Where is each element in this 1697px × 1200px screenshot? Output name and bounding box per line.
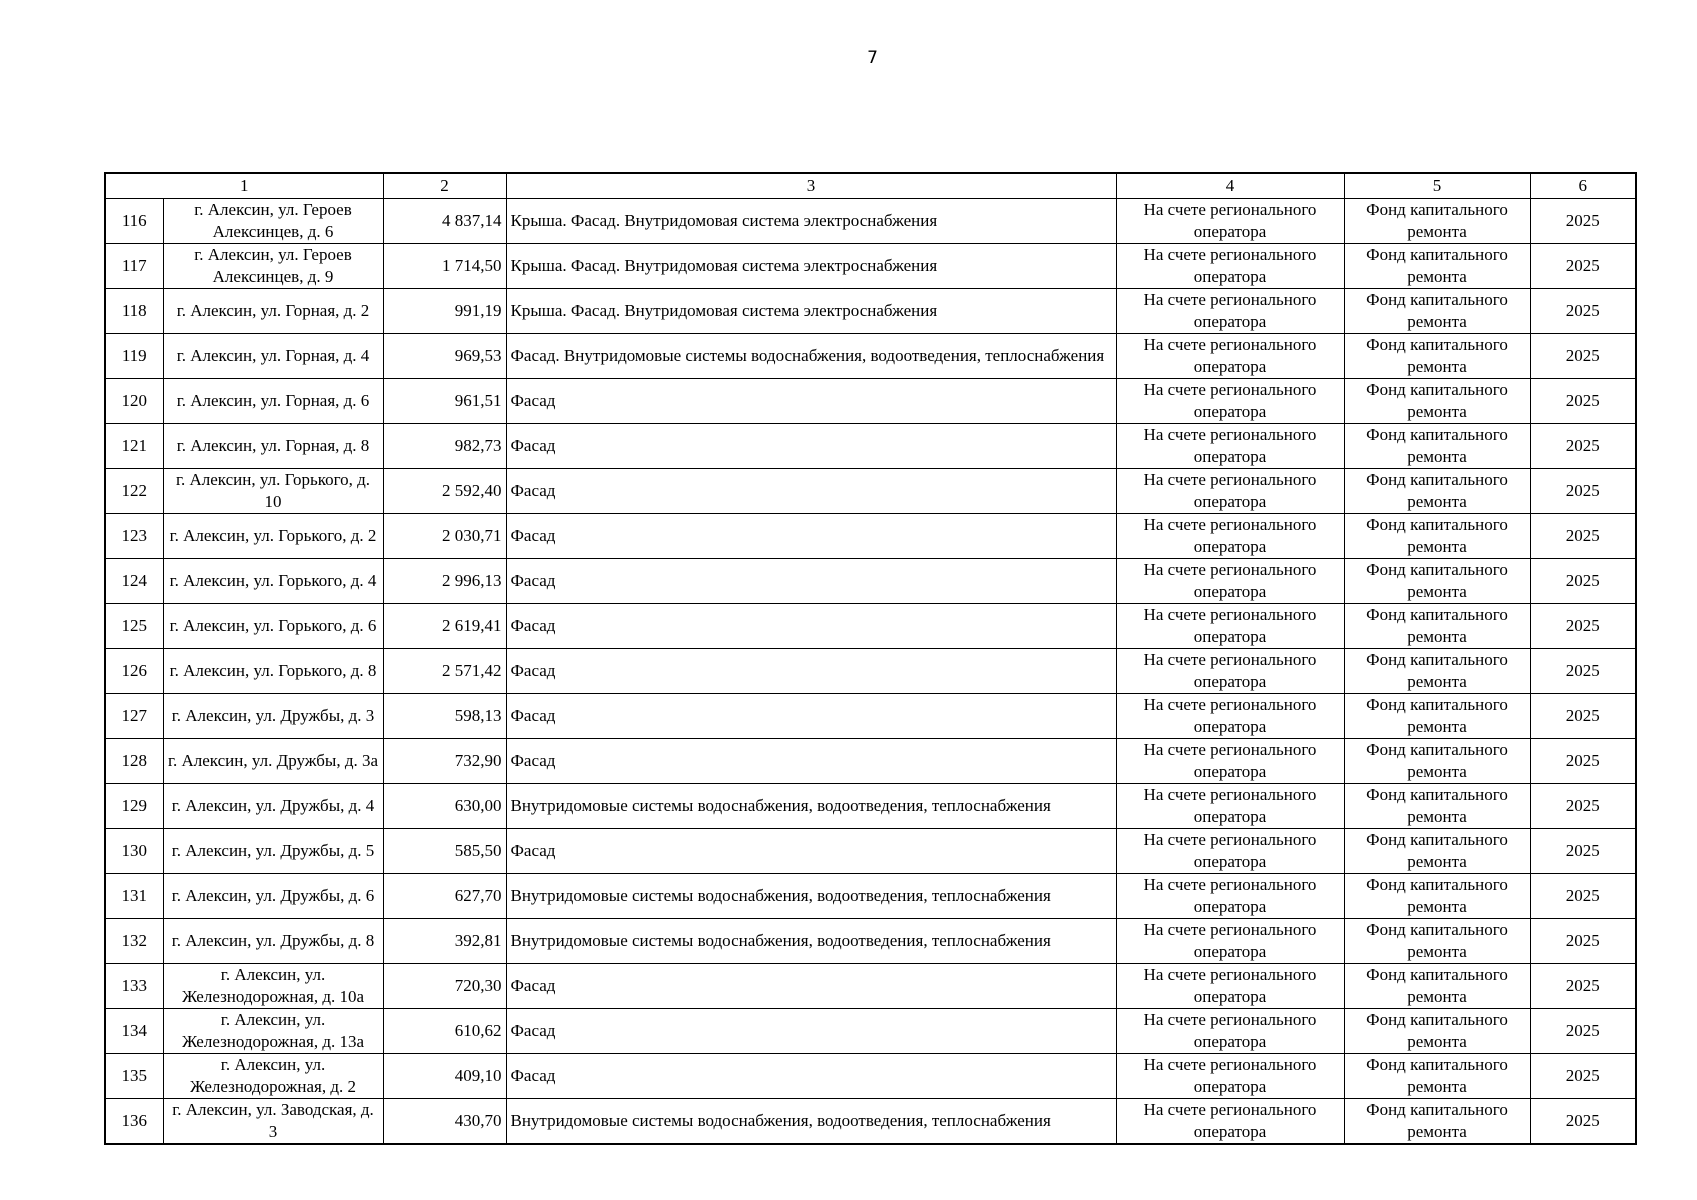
year-cell: 2025 — [1530, 514, 1636, 559]
row-number: 128 — [105, 739, 163, 784]
row-number: 120 — [105, 379, 163, 424]
address-cell: г. Алексин, ул. Заводская, д. 3 — [163, 1099, 383, 1145]
year-cell: 2025 — [1530, 919, 1636, 964]
area-cell: 409,10 — [383, 1054, 506, 1099]
header-col-6: 6 — [1530, 173, 1636, 199]
fund-method-cell: На счете регионального оператора — [1116, 559, 1344, 604]
area-cell: 2 571,42 — [383, 649, 506, 694]
address-cell: г. Алексин, ул. Дружбы, д. 4 — [163, 784, 383, 829]
fund-method-cell: На счете регионального оператора — [1116, 244, 1344, 289]
table-row — [105, 289, 1636, 334]
works-cell: Фасад — [506, 379, 1116, 424]
year-cell: 2025 — [1530, 739, 1636, 784]
fund-method-cell: На счете регионального оператора — [1116, 784, 1344, 829]
area-cell: 982,73 — [383, 424, 506, 469]
area-cell: 2 592,40 — [383, 469, 506, 514]
row-number: 136 — [105, 1099, 163, 1145]
fund-method-cell: На счете регионального оператора — [1116, 469, 1344, 514]
area-cell: 4 837,14 — [383, 199, 506, 244]
table-row — [105, 919, 1636, 964]
year-cell: 2025 — [1530, 784, 1636, 829]
area-cell: 961,51 — [383, 379, 506, 424]
address-cell: г. Алексин, ул. Героев Алексинцев, д. 9 — [163, 244, 383, 289]
area-cell: 2 030,71 — [383, 514, 506, 559]
funding-source-cell: Фонд капитального ремонта — [1344, 649, 1530, 694]
area-cell: 2 996,13 — [383, 559, 506, 604]
address-cell: г. Алексин, ул. Дружбы, д. 3а — [163, 739, 383, 784]
address-cell: г. Алексин, ул. Горького, д. 4 — [163, 559, 383, 604]
address-cell: г. Алексин, ул. Горького, д. 10 — [163, 469, 383, 514]
row-number: 121 — [105, 424, 163, 469]
table-row — [105, 424, 1636, 469]
year-cell: 2025 — [1530, 559, 1636, 604]
header-col-3: 3 — [506, 173, 1116, 199]
year-cell: 2025 — [1530, 1054, 1636, 1099]
funding-source-cell: Фонд капитального ремонта — [1344, 289, 1530, 334]
area-cell: 585,50 — [383, 829, 506, 874]
fund-method-cell: На счете регионального оператора — [1116, 334, 1344, 379]
funding-source-cell: Фонд капитального ремонта — [1344, 1009, 1530, 1054]
address-cell: г. Алексин, ул. Горького, д. 2 — [163, 514, 383, 559]
row-number: 130 — [105, 829, 163, 874]
address-cell: г. Алексин, ул. Дружбы, д. 5 — [163, 829, 383, 874]
row-number: 129 — [105, 784, 163, 829]
works-cell: Фасад — [506, 559, 1116, 604]
row-number: 135 — [105, 1054, 163, 1099]
area-cell: 1 714,50 — [383, 244, 506, 289]
address-cell: г. Алексин, ул. Дружбы, д. 6 — [163, 874, 383, 919]
area-cell: 598,13 — [383, 694, 506, 739]
row-number: 116 — [105, 199, 163, 244]
area-cell: 732,90 — [383, 739, 506, 784]
fund-method-cell: На счете регионального оператора — [1116, 424, 1344, 469]
fund-method-cell: На счете регионального оператора — [1116, 964, 1344, 1009]
address-cell: г. Алексин, ул. Горная, д. 4 — [163, 334, 383, 379]
address-cell: г. Алексин, ул. Железнодорожная, д. 2 — [163, 1054, 383, 1099]
works-cell: Фасад — [506, 649, 1116, 694]
funding-source-cell: Фонд капитального ремонта — [1344, 514, 1530, 559]
year-cell: 2025 — [1530, 424, 1636, 469]
table-row — [105, 334, 1636, 379]
header-col-5: 5 — [1344, 173, 1530, 199]
year-cell: 2025 — [1530, 289, 1636, 334]
funding-source-cell: Фонд капитального ремонта — [1344, 559, 1530, 604]
table-row — [105, 829, 1636, 874]
funding-source-cell: Фонд капитального ремонта — [1344, 1054, 1530, 1099]
funding-source-cell: Фонд капитального ремонта — [1344, 604, 1530, 649]
year-cell: 2025 — [1530, 244, 1636, 289]
table-row — [105, 694, 1636, 739]
funding-source-cell: Фонд капитального ремонта — [1344, 919, 1530, 964]
year-cell: 2025 — [1530, 964, 1636, 1009]
funding-source-cell: Фонд капитального ремонта — [1344, 424, 1530, 469]
funding-source-cell: Фонд капитального ремонта — [1344, 874, 1530, 919]
year-cell: 2025 — [1530, 199, 1636, 244]
address-cell: г. Алексин, ул. Горная, д. 8 — [163, 424, 383, 469]
works-cell: Фасад — [506, 469, 1116, 514]
year-cell: 2025 — [1530, 379, 1636, 424]
table-row — [105, 649, 1636, 694]
funding-source-cell: Фонд капитального ремонта — [1344, 784, 1530, 829]
table-row — [105, 739, 1636, 784]
row-number: 119 — [105, 334, 163, 379]
year-cell: 2025 — [1530, 649, 1636, 694]
header-col-4: 4 — [1116, 173, 1344, 199]
works-cell: Внутридомовые системы водоснабжения, водоотведения, теплоснабжения — [506, 784, 1116, 829]
year-cell: 2025 — [1530, 604, 1636, 649]
area-cell: 392,81 — [383, 919, 506, 964]
fund-method-cell: На счете регионального оператора — [1116, 514, 1344, 559]
year-cell: 2025 — [1530, 829, 1636, 874]
address-cell: г. Алексин, ул. Горького, д. 8 — [163, 649, 383, 694]
table-row — [105, 199, 1636, 244]
table-row — [105, 559, 1636, 604]
table-row — [105, 244, 1636, 289]
works-cell: Фасад — [506, 739, 1116, 784]
table-row — [105, 1099, 1636, 1145]
table-row — [105, 964, 1636, 1009]
fund-method-cell: На счете регионального оператора — [1116, 289, 1344, 334]
funding-source-cell: Фонд капитального ремонта — [1344, 244, 1530, 289]
row-number: 133 — [105, 964, 163, 1009]
fund-method-cell: На счете регионального оператора — [1116, 694, 1344, 739]
works-cell: Фасад — [506, 1009, 1116, 1054]
area-cell: 430,70 — [383, 1099, 506, 1145]
address-cell: г. Алексин, ул. Дружбы, д. 3 — [163, 694, 383, 739]
address-cell: г. Алексин, ул. Железнодорожная, д. 10а — [163, 964, 383, 1009]
funding-source-cell: Фонд капитального ремонта — [1344, 739, 1530, 784]
works-cell: Фасад — [506, 964, 1116, 1009]
fund-method-cell: На счете регионального оператора — [1116, 649, 1344, 694]
table-row — [105, 784, 1636, 829]
area-cell: 2 619,41 — [383, 604, 506, 649]
address-cell: г. Алексин, ул. Железнодорожная, д. 13а — [163, 1009, 383, 1054]
table-row — [105, 1009, 1636, 1054]
fund-method-cell: На счете регионального оператора — [1116, 919, 1344, 964]
address-cell: г. Алексин, ул. Дружбы, д. 8 — [163, 919, 383, 964]
area-cell: 610,62 — [383, 1009, 506, 1054]
funding-source-cell: Фонд капитального ремонта — [1344, 1099, 1530, 1145]
row-number: 131 — [105, 874, 163, 919]
address-cell: г. Алексин, ул. Горького, д. 6 — [163, 604, 383, 649]
row-number: 132 — [105, 919, 163, 964]
capital-repair-table — [104, 172, 1637, 1145]
funding-source-cell: Фонд капитального ремонта — [1344, 829, 1530, 874]
table-header-row — [105, 173, 1636, 199]
works-cell: Фасад — [506, 424, 1116, 469]
year-cell: 2025 — [1530, 694, 1636, 739]
year-cell: 2025 — [1530, 1009, 1636, 1054]
row-number: 125 — [105, 604, 163, 649]
fund-method-cell: На счете регионального оператора — [1116, 604, 1344, 649]
works-cell: Внутридомовые системы водоснабжения, водоотведения, теплоснабжения — [506, 1099, 1116, 1145]
works-cell: Фасад — [506, 604, 1116, 649]
area-cell: 627,70 — [383, 874, 506, 919]
funding-source-cell: Фонд капитального ремонта — [1344, 199, 1530, 244]
address-cell: г. Алексин, ул. Горная, д. 6 — [163, 379, 383, 424]
funding-source-cell: Фонд капитального ремонта — [1344, 964, 1530, 1009]
year-cell: 2025 — [1530, 334, 1636, 379]
works-cell: Крыша. Фасад. Внутридомовая система электроснабжения — [506, 289, 1116, 334]
works-cell: Фасад — [506, 829, 1116, 874]
table-row — [105, 469, 1636, 514]
funding-source-cell: Фонд капитального ремонта — [1344, 334, 1530, 379]
fund-method-cell: На счете регионального оператора — [1116, 1009, 1344, 1054]
funding-source-cell: Фонд капитального ремонта — [1344, 694, 1530, 739]
fund-method-cell: На счете регионального оператора — [1116, 1099, 1344, 1145]
row-number: 123 — [105, 514, 163, 559]
page-number: 7 — [867, 48, 878, 68]
address-cell: г. Алексин, ул. Горная, д. 2 — [163, 289, 383, 334]
works-cell: Фасад — [506, 694, 1116, 739]
funding-source-cell: Фонд капитального ремонта — [1344, 379, 1530, 424]
table-row — [105, 604, 1636, 649]
table-row — [105, 1054, 1636, 1099]
works-cell: Крыша. Фасад. Внутридомовая система электроснабжения — [506, 244, 1116, 289]
fund-method-cell: На счете регионального оператора — [1116, 199, 1344, 244]
table-row — [105, 514, 1636, 559]
works-cell: Фасад. Внутридомовые системы водоснабжения, водоотведения, теплоснабжения — [506, 334, 1116, 379]
works-cell: Внутридомовые системы водоснабжения, водоотведения, теплоснабжения — [506, 919, 1116, 964]
row-number: 117 — [105, 244, 163, 289]
row-number: 124 — [105, 559, 163, 604]
funding-source-cell: Фонд капитального ремонта — [1344, 469, 1530, 514]
header-col-1: 1 — [105, 173, 383, 199]
area-cell: 969,53 — [383, 334, 506, 379]
works-cell: Внутридомовые системы водоснабжения, водоотведения, теплоснабжения — [506, 874, 1116, 919]
works-cell: Фасад — [506, 514, 1116, 559]
row-number: 134 — [105, 1009, 163, 1054]
fund-method-cell: На счете регионального оператора — [1116, 379, 1344, 424]
table-row — [105, 874, 1636, 919]
row-number: 127 — [105, 694, 163, 739]
row-number: 118 — [105, 289, 163, 334]
row-number: 122 — [105, 469, 163, 514]
table-row — [105, 379, 1636, 424]
area-cell: 720,30 — [383, 964, 506, 1009]
year-cell: 2025 — [1530, 1099, 1636, 1145]
area-cell: 991,19 — [383, 289, 506, 334]
fund-method-cell: На счете регионального оператора — [1116, 874, 1344, 919]
header-col-2: 2 — [383, 173, 506, 199]
area-cell: 630,00 — [383, 784, 506, 829]
row-number: 126 — [105, 649, 163, 694]
year-cell: 2025 — [1530, 469, 1636, 514]
fund-method-cell: На счете регионального оператора — [1116, 829, 1344, 874]
fund-method-cell: На счете регионального оператора — [1116, 739, 1344, 784]
works-cell: Крыша. Фасад. Внутридомовая система электроснабжения — [506, 199, 1116, 244]
works-cell: Фасад — [506, 1054, 1116, 1099]
fund-method-cell: На счете регионального оператора — [1116, 1054, 1344, 1099]
year-cell: 2025 — [1530, 874, 1636, 919]
address-cell: г. Алексин, ул. Героев Алексинцев, д. 6 — [163, 199, 383, 244]
